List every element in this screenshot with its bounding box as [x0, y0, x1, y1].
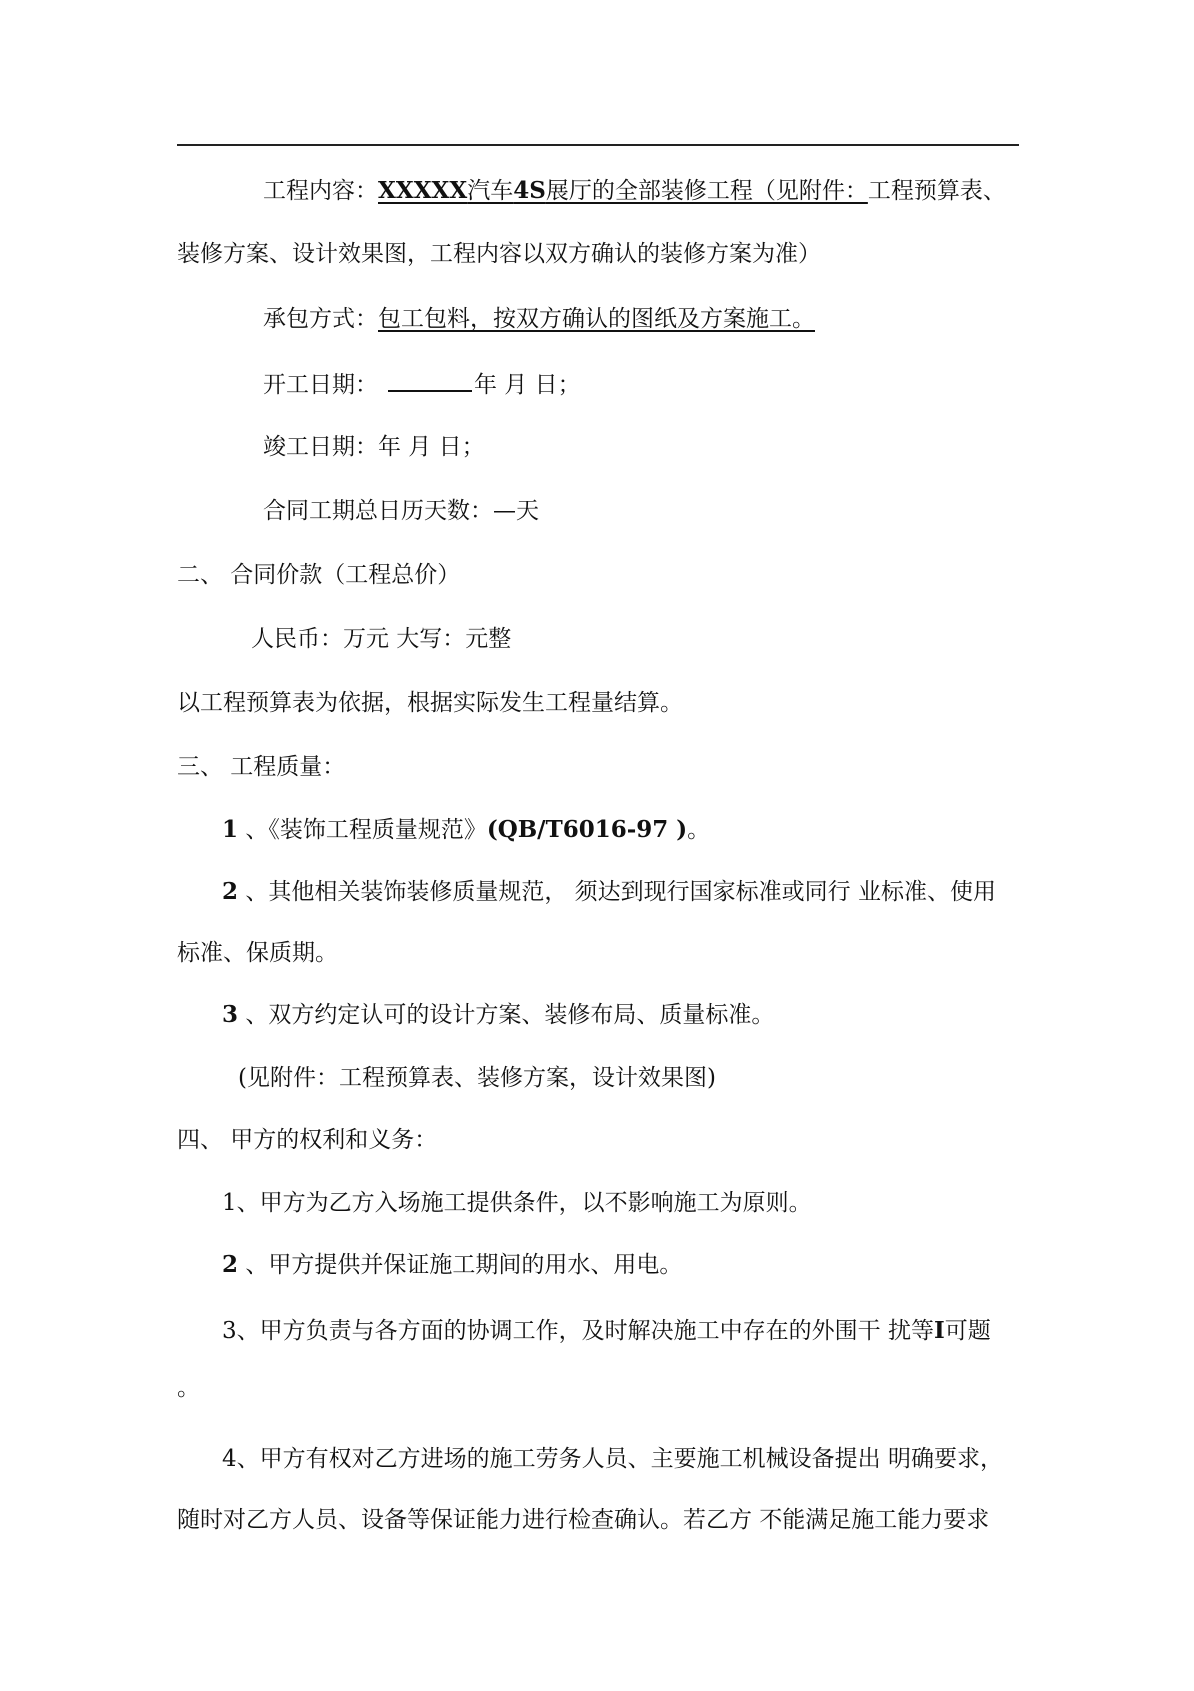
party-a-item-2: 2 、甲方提供并保证施工期间的用水、用电。 — [222, 1251, 683, 1278]
contract-method-line: 承包方式：包工包料，按双方确认的图纸及方案施工。 — [263, 306, 815, 332]
start-date-blank — [388, 368, 472, 392]
total-days-line: 合同工期总日历天数：—天 — [263, 498, 539, 524]
start-date-line: 开工日期： 年 月 日； — [263, 368, 581, 400]
party-a-item-4: 4、甲方有权对乙方进场的施工劳务人员、主要施工机械设备提出 明确要求， — [222, 1446, 1003, 1472]
party-a-item-4-cont: 随时对乙方人员、设备等保证能力进行检查确认。若乙方 不能满足施工能力要求 — [177, 1507, 990, 1533]
quality-item-3: 3 、双方约定认可的设计方案、装修布局、质量标准。 — [222, 1001, 775, 1028]
contract-method-value: 包工包料，按双方确认的图纸及方案施工。 — [378, 306, 815, 332]
project-content-label: 工程内容： — [263, 178, 378, 204]
rmb-line: 人民币：万元 大写：元整 — [251, 626, 512, 652]
quality-attachment-note: (见附件：工程预算表、装修方案，设计效果图) — [238, 1065, 716, 1091]
project-content-name: XXXXX汽车4S展厅的全部装修工程（见附件： — [378, 177, 868, 204]
party-a-item-1: 1、甲方为乙方入场施工提供条件，以不影响施工为原则。 — [222, 1190, 812, 1216]
party-a-item-3: 3、甲方负责与各方面的协调工作，及时解决施工中存在的外围干 扰等I可题 — [222, 1317, 991, 1344]
project-content-line: 工程内容：XXXXX汽车4S展厅的全部装修工程（见附件：工程预算表、 — [263, 177, 1006, 204]
party-a-item-3-end: 。 — [177, 1375, 200, 1401]
section-3-heading: 三、 工程质量： — [177, 754, 346, 780]
quality-item-1: 1 、《装饰工程质量规范》(QB/T6016-97 )。 — [222, 816, 711, 843]
header-rule — [177, 144, 1019, 146]
project-content-cont: 装修方案、设计效果图，工程内容以双方确认的装修方案为准） — [177, 241, 821, 267]
price-basis-line: 以工程预算表为依据，根据实际发生工程量结算。 — [177, 690, 683, 716]
quality-item-2: 2 、其他相关装饰装修质量规范， 须达到现行国家标准或同行 业标准、使用 — [222, 878, 996, 905]
end-date-line: 竣工日期：年 月 日； — [263, 434, 485, 460]
section-4-heading: 四、 甲方的权利和义务： — [177, 1127, 438, 1153]
quality-item-2-cont: 标准、保质期。 — [177, 940, 338, 966]
section-2-heading: 二、 合同价款（工程总价） — [177, 562, 461, 588]
